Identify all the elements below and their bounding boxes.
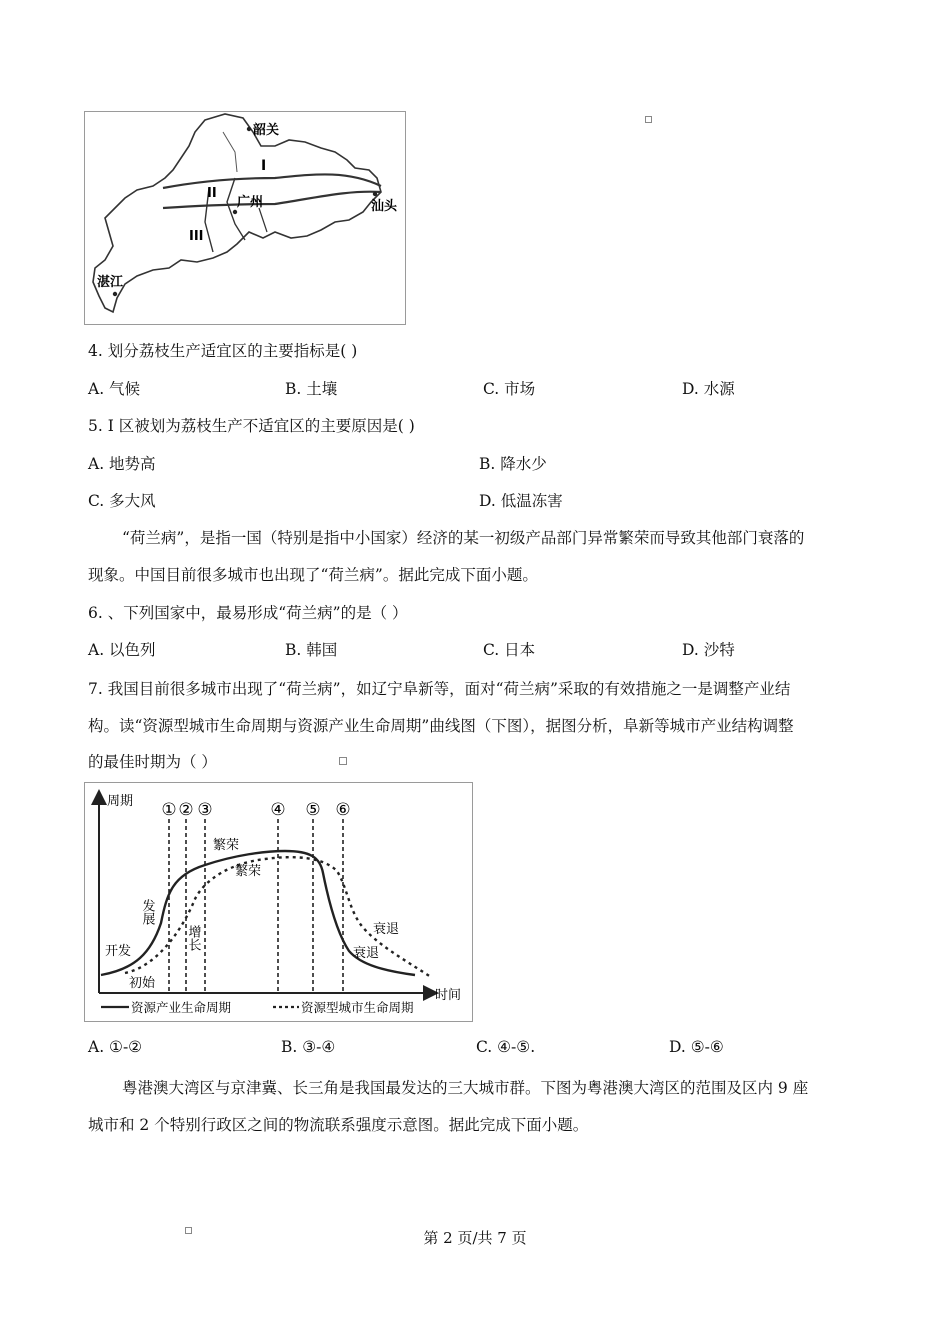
- label-zone-3: III: [189, 229, 204, 244]
- y-axis-label: 周期: [107, 794, 134, 809]
- stage-city-2: 繁荣: [235, 864, 262, 879]
- period-marker-label: ④: [270, 800, 286, 820]
- q7-line3: 的最佳时期为（ ）: [88, 753, 217, 771]
- q4-option-d[interactable]: D. 水源: [682, 380, 735, 398]
- stray-mark: [645, 116, 652, 123]
- q7-option-d[interactable]: D. ⑤-⑥: [669, 1038, 724, 1056]
- stage-industry-1: 发展: [139, 899, 155, 925]
- passage1-line2: 现象。中国目前很多城市也出现了“荷兰病”。据此完成下面小题。: [88, 566, 538, 584]
- legend-series-1: 资源型城市生命周期: [301, 1000, 414, 1015]
- q4-option-a[interactable]: A. 气候: [88, 380, 141, 398]
- passage2-line2: 城市和 2 个特别行政区之间的物流联系强度示意图。据此完成下面小题。: [88, 1116, 589, 1134]
- q7-option-c[interactable]: C. ④-⑤.: [476, 1038, 536, 1056]
- guangdong-map-figure: [84, 111, 406, 325]
- q5-option-c[interactable]: C. 多大风: [88, 492, 156, 510]
- period-marker-label: ①: [161, 800, 177, 820]
- label-zhanjiang: 湛江: [97, 275, 124, 290]
- q5-stem: 5. I 区被划为荔枝生产不适宜区的主要原因是( ): [88, 417, 415, 435]
- q4-option-c[interactable]: C. 市场: [483, 380, 536, 398]
- label-shaoguan: 韶关: [253, 123, 280, 138]
- label-shantou: 汕头: [371, 199, 398, 214]
- label-guangzhou: 广州: [237, 195, 264, 210]
- stage-city-0: 初始: [129, 976, 156, 991]
- zhanjiang-dot: [113, 292, 117, 296]
- guangzhou-dot: [233, 210, 237, 214]
- stage-city-3: 衰退: [373, 922, 400, 937]
- q7-option-b[interactable]: B. ③-④: [281, 1038, 336, 1056]
- q4-option-b[interactable]: B. 土壤: [285, 380, 338, 398]
- q6-option-d[interactable]: D. 沙特: [682, 641, 735, 659]
- period-marker-label: ⑤: [305, 800, 321, 820]
- period-marker-label: ⑥: [335, 800, 351, 820]
- q6-option-c[interactable]: C. 日本: [483, 641, 536, 659]
- label-zone-1: I: [261, 158, 267, 174]
- q7-line1: 7. 我国目前很多城市出现了“荷兰病”，如辽宁阜新等，面对“荷兰病”采取的有效措施之一是调整产业结: [88, 680, 791, 698]
- stray-mark: [339, 757, 347, 765]
- period-marker-label: ②: [178, 800, 194, 820]
- x-axis-label: 时间: [435, 988, 462, 1003]
- q5-option-d[interactable]: D. 低温冻害: [479, 492, 563, 510]
- label-zone-2: II: [207, 186, 217, 201]
- stage-industry-2: 繁荣: [213, 838, 240, 853]
- life-cycle-chart: [84, 782, 473, 1022]
- q7-line2: 构。读“资源型城市生命周期与资源产业生命周期”曲线图（下图），据图分析，阜新等城市产业结构调整: [88, 717, 794, 735]
- q6-option-a[interactable]: A. 以色列: [88, 641, 156, 659]
- q6-stem: 6. 、下列国家中，最易形成“荷兰病”的是（ ）: [88, 604, 408, 622]
- passage2-line1: 粤港澳大湾区与京津冀、长三角是我国最发达的三大城市群。下图为粤港澳大湾区的范围及区内 9 座: [122, 1079, 809, 1097]
- q4-stem: 4. 划分荔枝生产适宜区的主要指标是( ): [88, 342, 358, 360]
- shantou-dot: [373, 192, 377, 196]
- period-marker-label: ③: [197, 800, 213, 820]
- q6-option-b[interactable]: B. 韩国: [285, 641, 338, 659]
- stage-city-1: 增长: [185, 925, 201, 951]
- passage1-line1: “荷兰病”，是指一国（特别是指中小国家）经济的某一初级产品部门异常繁荣而导致其他部门衰落的: [122, 529, 805, 547]
- stage-industry-3: 衰退: [353, 946, 380, 961]
- stage-industry-0: 开发: [105, 944, 132, 959]
- shaoguan-dot: [247, 127, 251, 131]
- guangdong-map: [85, 112, 405, 324]
- q5-option-a[interactable]: A. 地势高: [88, 455, 156, 473]
- legend-series-0: 资源产业生命周期: [131, 1000, 232, 1015]
- page-footer: 第 2 页/共 7 页: [423, 1229, 527, 1247]
- q5-option-b[interactable]: B. 降水少: [479, 455, 547, 473]
- life-cycle-chart-svg: [85, 783, 472, 1021]
- q7-option-a[interactable]: A. ①-②: [88, 1038, 143, 1056]
